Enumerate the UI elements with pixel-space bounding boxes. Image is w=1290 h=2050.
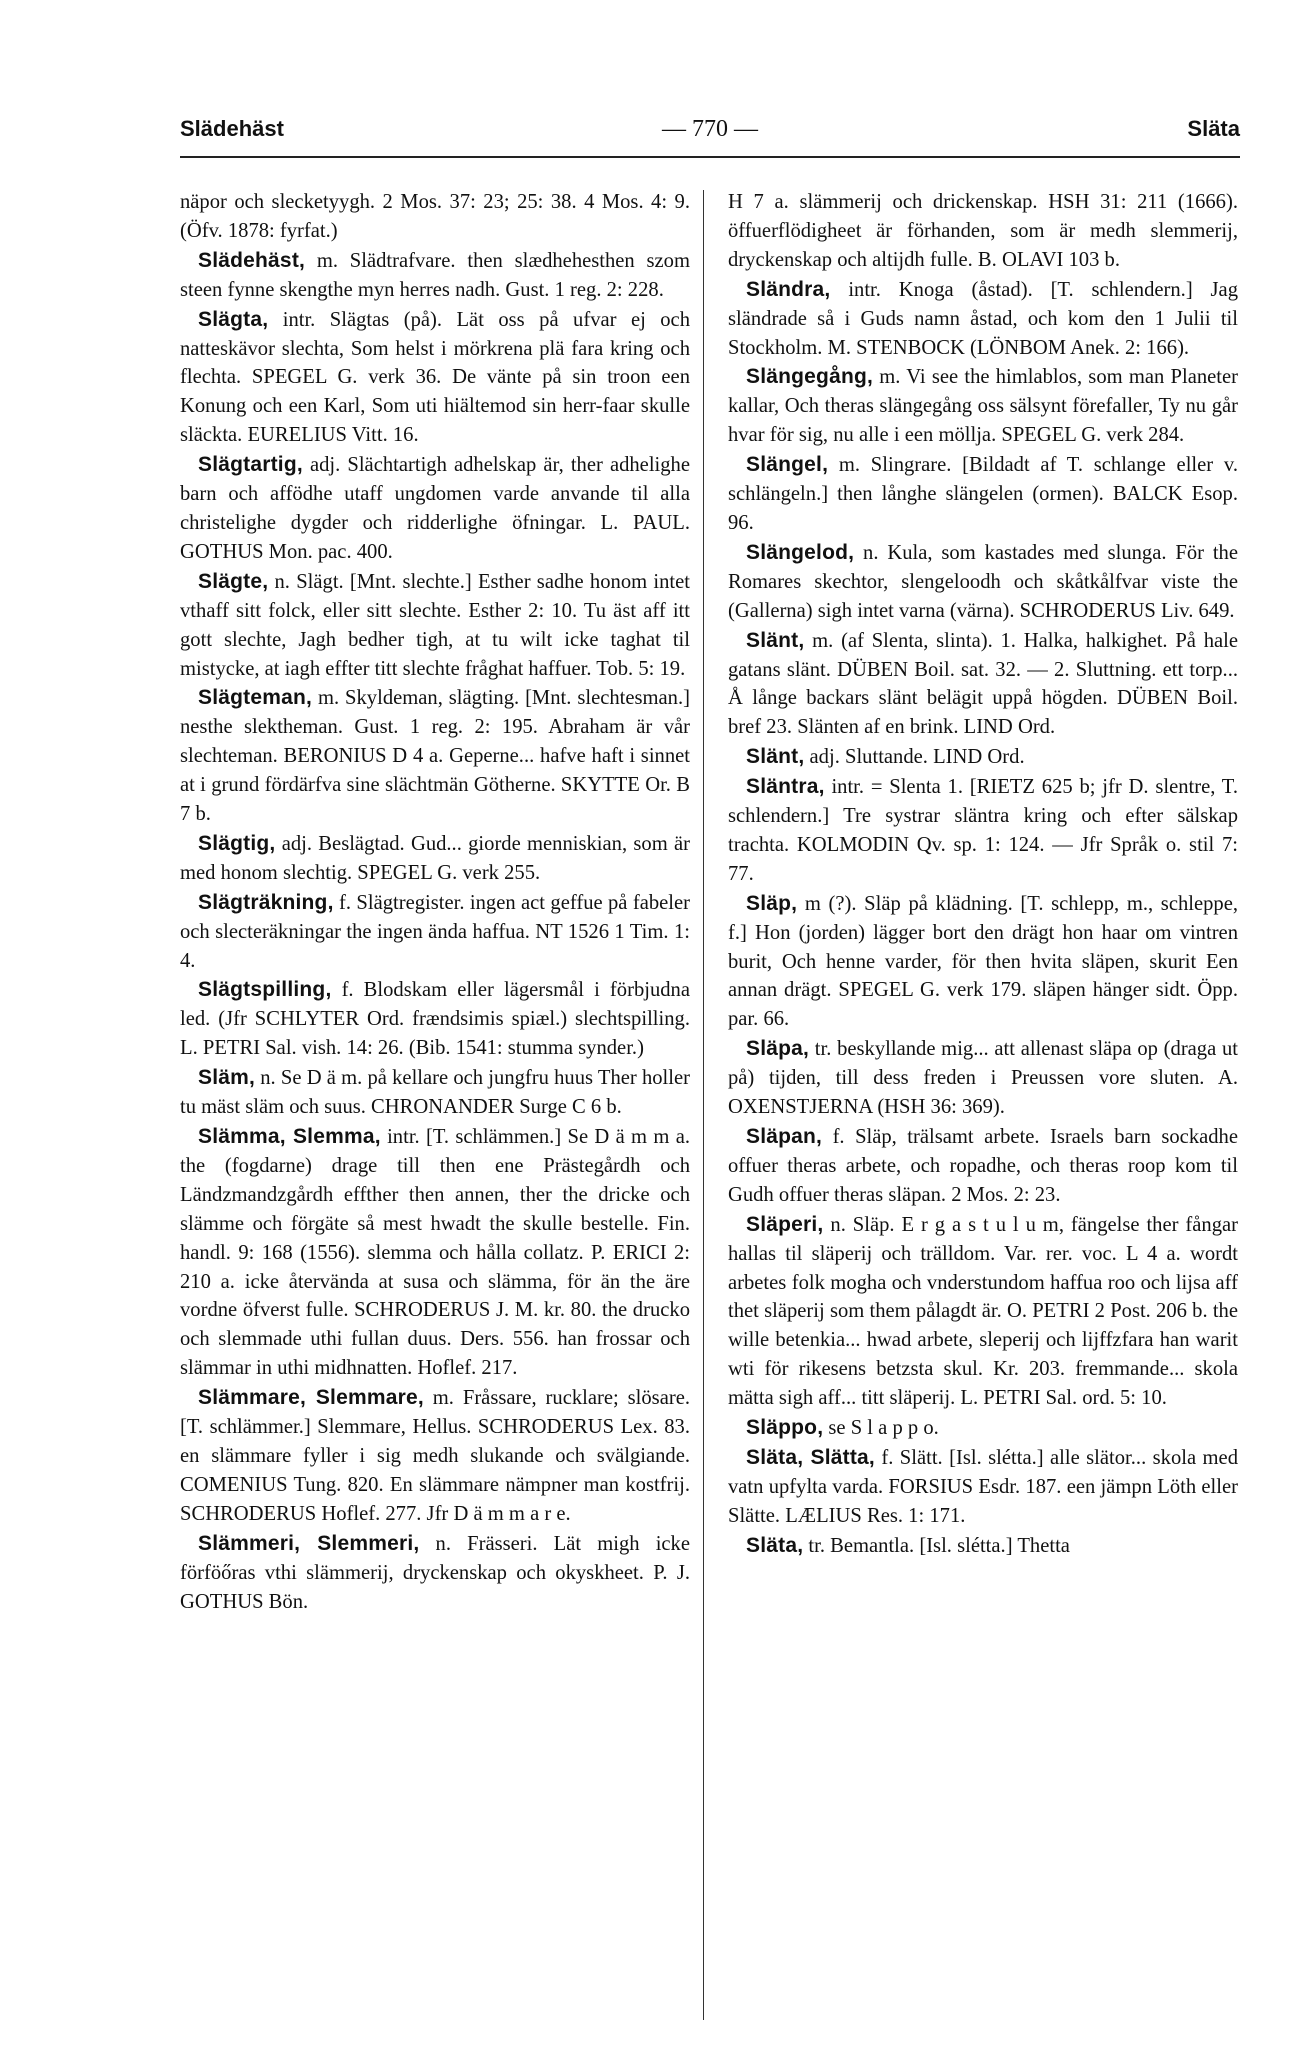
entry-text: m. Vi see the himlablos, som man Planeter kallar, Och theras slängegång oss sälsynt förefaller, Ty nu går hvar för sig, nu alle i een möllja. SPEGEL G. verk 284. bbox=[728, 366, 1238, 447]
dictionary-entry bbox=[728, 276, 1238, 363]
entry-headword: Släp, bbox=[746, 891, 798, 915]
dictionary-entry bbox=[180, 451, 690, 567]
dictionary-entry bbox=[180, 1123, 690, 1383]
entry-headword: Slänt, bbox=[746, 628, 805, 652]
entry-headword: Slängegång, bbox=[746, 365, 874, 389]
entry-headword: Slägtig, bbox=[198, 831, 276, 855]
entry-headword: Sländra, bbox=[746, 277, 831, 301]
entry-text: se S l a p p o. bbox=[823, 1417, 939, 1440]
entry-headword: Slägträkning, bbox=[198, 890, 334, 914]
dictionary-entry bbox=[180, 889, 690, 976]
column-divider bbox=[703, 190, 704, 2020]
entry-text: f. Slägtregister. ingen act geffue på fabeler och slecteräkningar the ingen ända haffua. NT 1526 1 Tim. 1: 4. bbox=[180, 891, 690, 972]
dictionary-entry bbox=[180, 1384, 690, 1529]
dictionary-entry bbox=[180, 568, 690, 684]
entry-text: f. Släp, trälsamt arbete. Israels barn sockadhe offuer theras arbete, och ropadhe, och theras roop kom til Gudh offuer theras släpan. 2 Mos. 2: 23. bbox=[728, 1126, 1238, 1206]
entry-text: m. Fråssare, rucklare; slösare. [T. schlämmer.] Slemmare, Hellus. SCHRODERUS Lex. 83. en slämmare fyller i sig medh slukande och svälgiande. COMENIUS Tung. 820. En slämmare nämpner man kostfrij. SCHRODERUS Hoflef. 277. Jfr D ä m m a r e. bbox=[180, 1387, 690, 1525]
entry-text: m. (af Slenta, slinta). 1. Halka, halkighet. På hale gatans slänt. DÜBEN Boil. sat. 32. — 2. Sluttning. ett torp... Å långe backars slänt belägit uppå högden. DÜBEN Boil. bref 23. Slänten af en brink. LIND Ord. bbox=[728, 629, 1238, 739]
dictionary-entry bbox=[728, 188, 1238, 275]
dictionary-entry bbox=[728, 890, 1238, 1035]
entry-text: n. Frässeri. Lät migh icke förföőras vthi slämmerij, dryckenskap och okyskheet. P. J. GOTHUS Bön. bbox=[180, 1532, 690, 1613]
entry-text: tr. beskyllande mig... att allenast släpa op (draga ut på) tijden, till dess freden i Preussen vore sluten. A. OXENSTJERNA (HSH 36: 369). bbox=[728, 1038, 1238, 1119]
dictionary-entry bbox=[728, 773, 1238, 889]
dictionary-entry bbox=[728, 1035, 1238, 1122]
dictionary-entry bbox=[180, 1064, 690, 1122]
entry-text: intr. = Slenta 1. [RIETZ 625 b; jfr D. slentre, T. schlendern.] Tre systrar släntra kring och efter sälskap trachta. KOLMODIN Qv. sp. 1: 124. — Jfr Språk o. stil 7: 77. bbox=[728, 776, 1238, 885]
dictionary-entry bbox=[180, 306, 690, 451]
dictionary-entry bbox=[180, 684, 690, 829]
entry-headword: Slägteman, bbox=[198, 686, 313, 710]
dictionary-entry bbox=[728, 1532, 1238, 1561]
left-column bbox=[180, 188, 690, 1617]
header-rule bbox=[180, 156, 1240, 158]
entry-headword: Slängel, bbox=[746, 453, 829, 477]
page-number: — 770 — bbox=[662, 116, 758, 142]
entry-text: intr. Knoga (åstad). [T. schlendern.] Jag sländrade så i Guds namn åstad, och kom den 1 Julii til Stockholm. M. STENBOCK (LÖNBOM Anek. 2: 166). bbox=[728, 278, 1238, 359]
entry-text: m. Slädtrafvare. then slædhehesthen szom steen fynne skengthe myn herres nadh. Gust. 1 reg. 2: 228. bbox=[180, 249, 690, 301]
entry-text: m. Skyldeman, slägting. [Mnt. slechtesman.] nesthe slektheman. Gust. 1 reg. 2: 195. Abraham är vår slechteman. BERONIUS D 4 a. Geperne... hafve haft i sinnet at i grund fördärfva sine slächtmän Götherne. SKYTTE Or. B 7 b. bbox=[180, 687, 690, 826]
dictionary-entry bbox=[180, 247, 690, 305]
dictionary-entry bbox=[728, 539, 1238, 626]
page-header bbox=[180, 116, 1240, 152]
entry-headword: Släta, Slätta, bbox=[746, 1445, 875, 1469]
dictionary-entry bbox=[728, 363, 1238, 450]
dictionary-entry bbox=[180, 1530, 690, 1617]
entry-headword: Slänt, bbox=[746, 745, 805, 769]
dictionary-entry bbox=[180, 830, 690, 888]
entry-text: H 7 a. slämmerij och drickenskap. HSH 31: 211 (1666). öffuerflödigheet är förhanden, som är medh slemmerij, dryckenskap och altijdh fulle. B. OLAVI 103 b. bbox=[728, 191, 1238, 271]
entry-text: m (?). Släp på klädning. [T. schlepp, m., schleppe, f.] Hon (jorden) lägger bort den drägt hon haar om vintren burit, Och henne varder, för then hvita släpen, skurit Een annan drägt. SPEGEL G. verk 179. släpen hänger sidt. Öpp. par. 66. bbox=[728, 892, 1238, 1031]
entry-headword: Släpan, bbox=[746, 1125, 823, 1148]
entry-headword: Släntra, bbox=[746, 775, 825, 799]
entry-headword: Släm, bbox=[198, 1066, 256, 1090]
entry-headword: Släpa, bbox=[746, 1037, 810, 1061]
entry-headword: Släperi, bbox=[746, 1212, 824, 1236]
dictionary-entry bbox=[728, 1211, 1238, 1413]
entry-headword: Slägte, bbox=[198, 569, 269, 593]
entry-text: f. Blodskam eller lägersmål i förbjudna led. (Jfr SCHLYTER Ord. frændsimis spiæl.) slechtspilling. L. PETRI Sal. vish. 14: 26. (Bib. 1541: stumma synder.) bbox=[180, 979, 690, 1060]
entry-text: n. Slägt. [Mnt. slechte.] Esther sadhe honom intet vthaff sitt folck, eller sitt slechte. Esther 2: 10. Tu äst aff itt gott slechte, Jagh bedher tigh, at tu wilt icke taghat til mistycke, at iagh effter titt slechte fråghat haffuer. Tob. 5: 19. bbox=[180, 570, 690, 680]
dictionary-entry bbox=[728, 1414, 1238, 1443]
entry-headword: Slädehäst, bbox=[198, 248, 306, 272]
entry-text: intr. [T. schlämmen.] Se D ä m m a. the (fogdarne) drage till then ene Prästegårdh och Ländzmandzgårdh effther then annen, ther the dricke och slämme och förgäte så mest hwadt the skulle bestelle. Fin. handl. 9: 168 (1556). slemma och hålla collatz. P. ERICI 2: 210 a. icke återvända at susa och slämma, för än the äre vordne öfverst fulle. SCHRODERUS J. M. kr. 80. the drucko och slemmade uthi fullan duus. Ders. 556. han frossar och slämmar in uthi midhnatten. Hoflef. 217. bbox=[180, 1126, 690, 1380]
entry-headword: Släta, bbox=[746, 1533, 804, 1557]
dictionary-entry bbox=[728, 743, 1238, 772]
running-head-right: Släta bbox=[1187, 116, 1240, 141]
running-head-left: Slädehäst bbox=[180, 116, 284, 141]
right-column bbox=[728, 188, 1238, 1562]
dictionary-entry bbox=[728, 451, 1238, 538]
entry-headword: Slägtartig, bbox=[198, 453, 303, 477]
entry-headword: Slängelod, bbox=[746, 540, 855, 564]
dictionary-entry bbox=[728, 1123, 1238, 1210]
dictionary-entry bbox=[180, 976, 690, 1063]
entry-headword: Slämma, Slemma, bbox=[198, 1125, 381, 1148]
entry-text: tr. Bemantla. [Isl. slétta.] Thetta bbox=[803, 1534, 1070, 1557]
entry-headword: Släppo, bbox=[746, 1416, 824, 1440]
entry-text: n. Släp. E r g a s t u l u m, fängelse ther fångar hallas til släperij och trälldom. Var. rer. voc. L 4 a. wordt arbetes folk mogha och vnderstundom haffua roo och lijsa aff thet släperij som them pålagdt är. O. PETRI 2 Post. 206 b. the wille betenkia... hwad arbete, sleperij och lijffzfara han warit wti för rikesens betzsta skul. Kr. 203. fremmande... skola mätta sigh aff... titt släperij. L. PETRI Sal. ord. 5: 10. bbox=[728, 1213, 1238, 1410]
entry-headword: Slämmeri, Slemmeri, bbox=[198, 1531, 420, 1555]
entry-text: adj. Sluttande. LIND Ord. bbox=[804, 746, 1025, 769]
entry-text: adj. Slächtartigh adhelskap är, ther adhelighe barn och affödhe utaff ungdomen varde anvande til alla christelighe dygder och ridderlighe öfningar. L. PAUL. GOTHUS Mon. pac. 400. bbox=[180, 454, 690, 563]
entry-text: n. Se D ä m. på kellare och jungfru huus Ther holler tu mäst släm och suus. CHRONANDER Surge C 6 b. bbox=[180, 1067, 690, 1119]
entry-text: f. Slätt. [Isl. slétta.] alle slätor... skola med vatn upfylta varda. FORSIUS Esdr. 187. een jämpn Löth eller Slätte. LÆLIUS Res. 1: 171. bbox=[728, 1446, 1238, 1527]
entry-headword: Slägtspilling, bbox=[198, 978, 332, 1002]
entry-text: n. Kula, som kastades med slunga. För the Romares skechtor, slengeloodh och skåtkålfvar viste the (Gallerna) sigh intet varna (värna). SCHRODERUS Liv. 649. bbox=[728, 541, 1238, 622]
entry-text: m. Slingrare. [Bildadt af T. schlange eller v. schlängeln.] then långhe slängelen (ormen). BALCK Esop. 96. bbox=[728, 454, 1238, 534]
entry-text: intr. Slägtas (på). Lät oss på ufvar ej och natteskävor slechta, Som helst i mörkrena plä fara kring och flechta. SPEGEL G. verk 36. De vänte på sin troon een Konung och een Karl, Som uti hiältemod sin herr-faar skulle släckta. EURELIUS Vitt. 16. bbox=[180, 308, 690, 447]
entry-text: adj. Beslägtad. Gud... giorde menniskian, som är med honom slechtig. SPEGEL G. verk 255. bbox=[180, 832, 690, 884]
dictionary-entry bbox=[728, 1444, 1238, 1531]
dictionary-entry bbox=[180, 188, 690, 246]
entry-text: näpor och slecketyygh. 2 Mos. 37: 23; 25: 38. 4 Mos. 4: 9. (Öfv. 1878: fyrfat.) bbox=[180, 191, 690, 242]
entry-headword: Slägta, bbox=[198, 307, 269, 331]
entry-headword: Slämmare, Slemmare, bbox=[198, 1386, 424, 1410]
dictionary-entry bbox=[728, 627, 1238, 743]
